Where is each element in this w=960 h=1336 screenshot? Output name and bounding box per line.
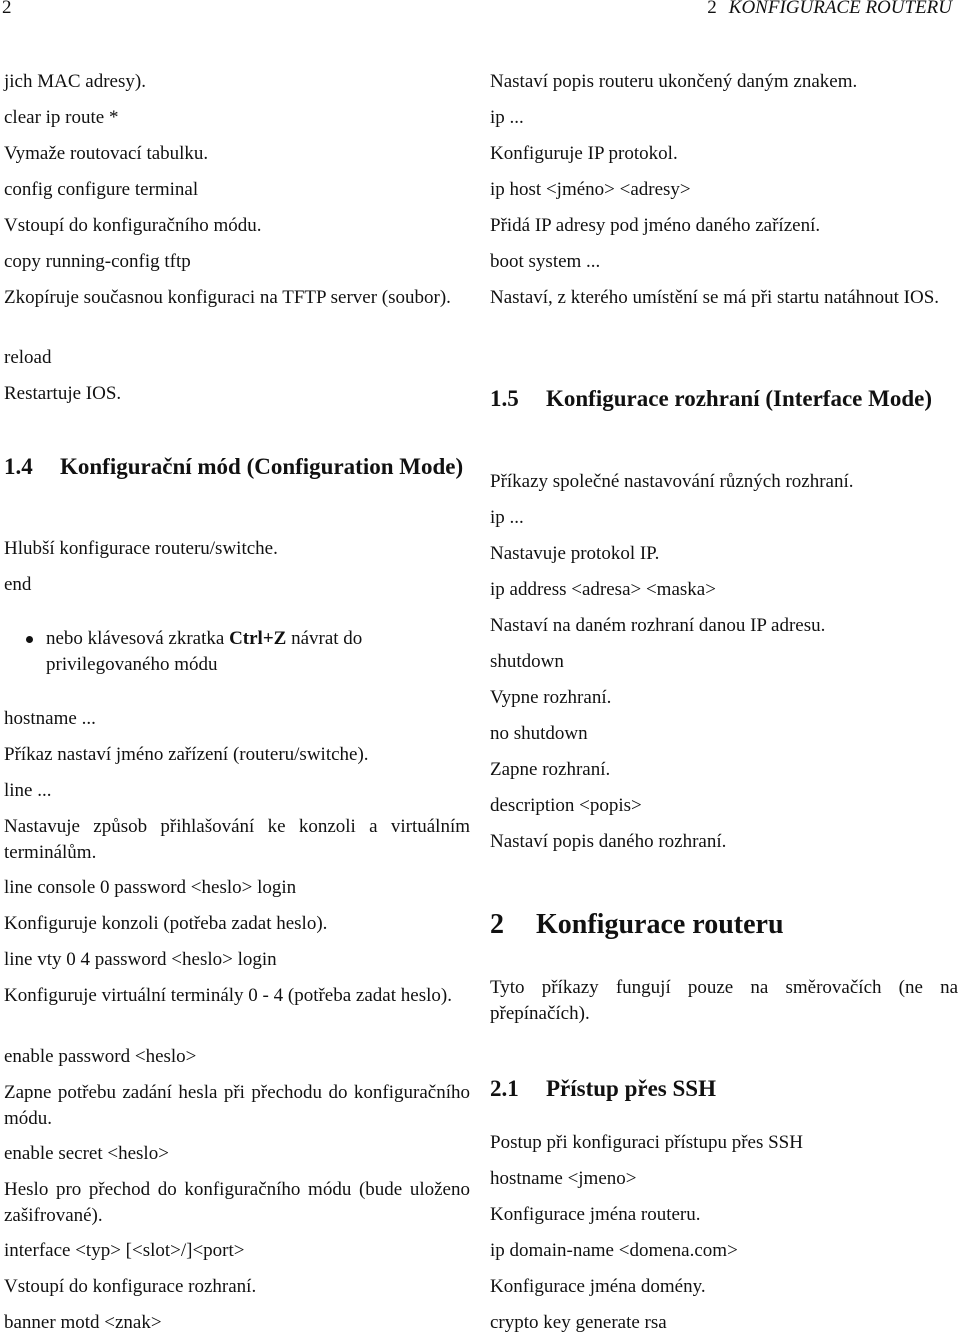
command-line: banner motd <znak> (4, 1312, 162, 1333)
text-paragraph: Nastaví, z kterého umístění se má při startu natáhnout IOS. (490, 287, 940, 308)
command-line: ip host <jméno> <adresy> (490, 179, 691, 200)
section-heading-1-5 (490, 384, 958, 414)
bullet-text-pre: nebo klávesová zkratka (46, 628, 230, 649)
command-line: line ... (4, 780, 52, 801)
text-paragraph: Konfiguruje virtuální terminály 0 - 4 (potřeba zadat heslo). (4, 985, 452, 1006)
command-line: reload (4, 347, 52, 368)
running-title (707, 0, 952, 19)
text-line: Vypne rozhraní. (490, 687, 612, 708)
command-line: hostname <jmeno> (490, 1168, 637, 1189)
command-line: hostname ... (4, 708, 96, 729)
command-line: enable password <heslo> (4, 1046, 197, 1067)
chapter-title: Konfigurace routeru (536, 909, 784, 940)
chapter-heading-2 (490, 908, 784, 942)
bullet-item (26, 626, 466, 678)
text-line: jich MAC adresy). (4, 71, 146, 92)
text-line: Hlubší konfigurace routeru/switche. (4, 538, 278, 559)
text-line: Nastavuje protokol IP. (490, 543, 660, 564)
text-line: Vstoupí do konfigurace rozhraní. (4, 1276, 257, 1297)
command-line: end (4, 574, 32, 595)
text-line: Postup při konfiguraci přístupu přes SSH (490, 1132, 803, 1153)
command-line: shutdown (490, 651, 564, 672)
command-line: description <popis> (490, 795, 642, 816)
text-paragraph: Tyto příkazy fungují pouze na směrovačích (ne na přepínačích). (490, 977, 958, 1024)
section-heading-1-4 (4, 452, 470, 482)
text-line: Nastaví popis routeru ukončený daným znakem. (490, 71, 858, 92)
text-paragraph: Zapne potřebu zadání hesla při přechodu do konfiguračního módu. (4, 1082, 470, 1129)
text-line: Nastaví na daném rozhraní danou IP adresu. (490, 615, 826, 636)
section-title: Konfigurace rozhraní (Interface Mode) (546, 386, 933, 411)
text-line: Restartuje IOS. (4, 383, 122, 404)
command-line: ip ... (490, 507, 524, 528)
section-number: 2.1 (490, 1076, 519, 1101)
command-line: no shutdown (490, 723, 588, 744)
text-line: Konfiguruje konzoli (potřeba zadat heslo). (4, 913, 328, 934)
text-line: Příkaz nastaví jméno zařízení (routeru/switche). (4, 744, 369, 765)
bullet-text-post: návrat do privilegovaného módu (46, 628, 363, 675)
command-line: crypto key generate rsa (490, 1312, 667, 1333)
running-header (0, 0, 960, 24)
page-number: 2 (2, 0, 12, 18)
command-line: line console 0 password <heslo> login (4, 877, 297, 898)
command-line: enable secret <heslo> (4, 1143, 169, 1164)
command-line: ip ... (490, 107, 524, 128)
command-line: line vty 0 4 password <heslo> login (4, 949, 277, 970)
text-line: Konfigurace jména routeru. (490, 1204, 701, 1225)
command-line: clear ip route * (4, 107, 119, 128)
text-paragraph: Heslo pro přechod do konfiguračního módu (bude uloženo zašifrované). (4, 1179, 470, 1226)
text-paragraph: Zkopíruje současnou konfiguraci na TFTP server (soubor). (4, 287, 451, 308)
text-line: Zapne rozhraní. (490, 759, 611, 780)
text-paragraph: Nastavuje způsob přihlašování ke konzoli a virtuálním terminálům. (4, 816, 470, 863)
command-line: config configure terminal (4, 179, 199, 200)
text-line: Vymaže routovací tabulku. (4, 143, 209, 164)
chapter-number: 2 (490, 909, 504, 940)
section-title: Konfigurační mód (Configuration Mode) (60, 454, 464, 479)
bullet-icon (26, 636, 33, 643)
text-line: Konfigurace jména domény. (490, 1276, 706, 1297)
text-line: Vstoupí do konfiguračního módu. (4, 215, 262, 236)
text-line: Příkazy společné nastavování různých rozhraní. (490, 471, 854, 492)
command-line: boot system ... (490, 251, 601, 272)
section-number: 1.5 (490, 386, 519, 411)
running-section-title: KONFIGURACE ROUTERU (728, 0, 952, 18)
shortcut-key: Ctrl+Z (229, 628, 287, 649)
bullet-text (46, 626, 466, 678)
command-line: copy running-config tftp (4, 251, 191, 272)
command-line: ip domain-name <domena.com> (490, 1240, 738, 1261)
section-heading-2-1 (490, 1074, 958, 1104)
section-title: Přístup přes SSH (546, 1076, 716, 1101)
text-line: Přidá IP adresy pod jméno daného zařízení. (490, 215, 821, 236)
command-line: interface <typ> [<slot>/]<port> (4, 1240, 245, 1261)
section-number: 1.4 (4, 454, 33, 479)
text-line: Konfiguruje IP protokol. (490, 143, 678, 164)
text-line: Nastaví popis daného rozhraní. (490, 831, 727, 852)
running-section-number: 2 (707, 0, 717, 18)
command-line: ip address <adresa> <maska> (490, 579, 716, 600)
